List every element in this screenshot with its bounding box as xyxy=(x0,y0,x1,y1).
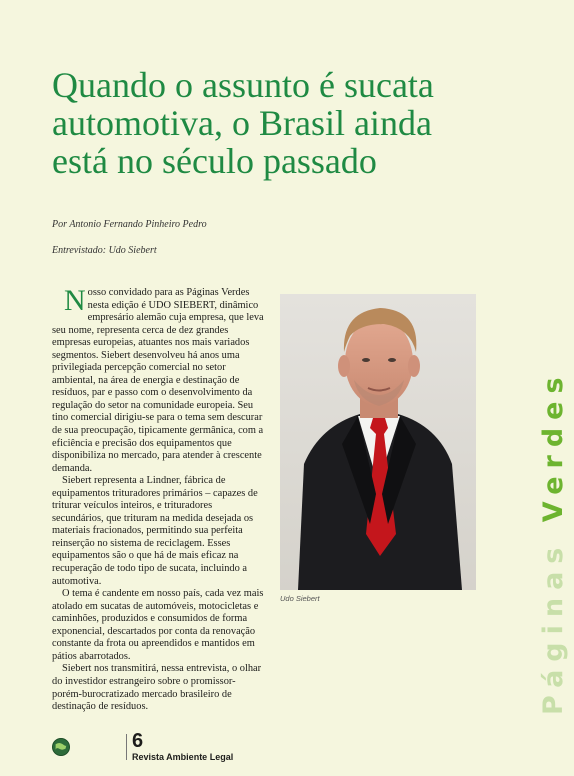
section-label-part2: Verdes xyxy=(538,369,569,523)
magazine-name: Revista Ambiente Legal xyxy=(132,752,234,762)
article-title: Quando o assunto é sucata automotiva, o Brasil ainda está no século passado xyxy=(52,65,434,181)
paragraph-3: O tema é candente em nosso país, cada vez mais atolado em sucatas de automóveis, motocicletas e caminhões, produzidos e consumidos de forma exponencial, descartados por conta da renovação constante da frota ou apreendidos e mantidos em pátios abarrotados. xyxy=(52,588,264,662)
drop-cap: N xyxy=(64,284,86,317)
section-label xyxy=(538,369,569,715)
portrait-illustration xyxy=(280,294,476,590)
paragraph-4: Siebert nos transmitirá, nessa entrevista, o olhar do investidor estrangeiro sobre o promissor-porém-burocratizado mercado brasileiro de destinação de resíduos. xyxy=(52,663,262,713)
portrait-photo xyxy=(280,294,476,590)
page-number: 6 xyxy=(132,730,144,752)
section-label-part1: Páginas xyxy=(538,539,569,715)
footer-divider xyxy=(126,734,127,760)
paragraph-2: Siebert representa a Lindner, fábrica de equipamentos trituradores primários – capazes de triturar veículos inteiros, e trituradores secundários, que trituram na medida desejada os materiais fracionados, permitindo sua perfeita reinserção no sistema de reciclagem. Esses equipamentos são o que há de mais eficaz na recuperação de todo tipo de sucata, incluindo a automotiva. xyxy=(52,475,258,587)
paragraph-1 xyxy=(52,284,264,475)
author-byline: Por Antonio Fernando Pinheiro Pedro xyxy=(52,219,207,230)
paragraph-1-text: osso convidado para as Páginas Verdes nesta edição é UDO SIEBERT, dinâmico empresário alemão cuja empresa, que leva seu nome, representa cerca de dez grandes empresas europeias, atuantes nos mais variados segmentos. Siebert desenvolveu há anos uma privilegiada percepção comercial no setor ambiental, na área de energia e destinação de resíduos, par e passo com o desenvolvimento da regulação do setor na comunidade europeia. Seu tino comercial dirigiu-se para o tema sem descurar de sua preocupação, tipicamente germânica, com a eficiência e precisão dos equipamentos que disponibiliza no mercado, para atender à crescente demanda. xyxy=(52,287,264,474)
photo-caption: Udo Siebert xyxy=(280,594,320,603)
globe-logo-icon xyxy=(52,738,70,756)
article-body xyxy=(52,284,264,714)
interviewee-byline: Entrevistado: Udo Siebert xyxy=(52,245,157,256)
